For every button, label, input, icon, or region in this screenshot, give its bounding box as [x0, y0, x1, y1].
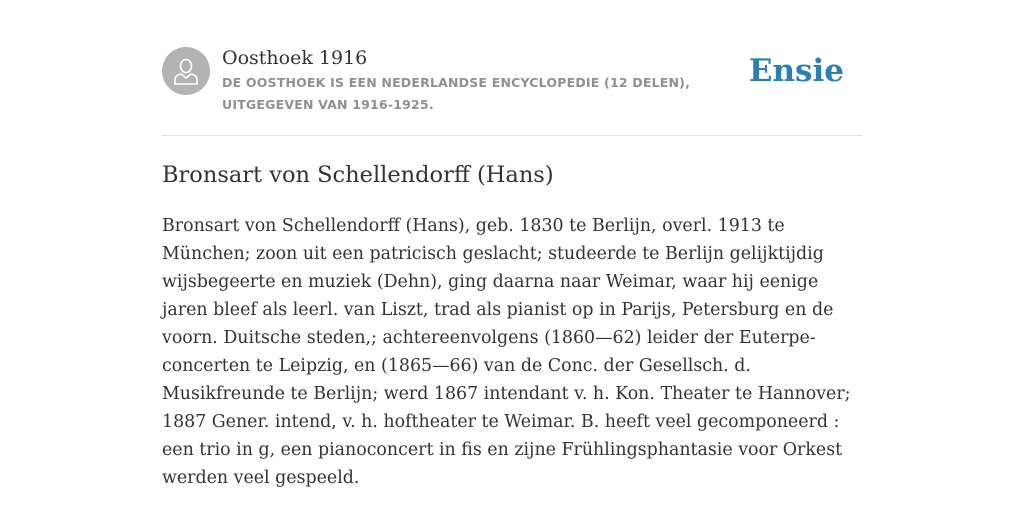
entry-body: Bronsart von Schellendorff (Hans), geb. 1830 te Berlijn, overl. 1913 te München; zoon uit een patricisch geslacht; studeerde te Berlijn gelijktijdig wijsbegeerte en muziek (Dehn), ging daarna naar Weimar, waar hij eenige jaren bleef als leerl. van Liszt, trad als pianist op in Parijs, Petersburg en de voorn. Duitsche steden,; achtereenvolgens (1860—62) leider der Euterpe-concerten te Leipzig, en (1865—66) van de Conc. der Gesellsch. d. Musikfreunde te Berlijn; werd 1867 intendant v. h. Kon. Theater te Hannover; 1887 Gener. intend, v. h. hoftheater te Weimar. B. heeft veel gecomponeerd : een trio in g, een pianoconcert in fis en zijne Frühlingsphantasie voor Orkest werden veel gespeeld. [162, 216, 851, 488]
ensie-logo[interactable]: Ensie [748, 53, 844, 89]
user-icon [173, 57, 199, 85]
author-description: DE OOSTHOEK IS EEN NEDERLANDSE ENCYCLOPEDIE (12 DELEN), UITGEGEVEN VAN 1916-1925. [222, 75, 691, 112]
divider [162, 135, 862, 136]
avatar[interactable] [162, 47, 210, 95]
page-title: Bronsart von Schellendorff (Hans) [162, 162, 554, 188]
author-header [162, 46, 862, 136]
author-name[interactable]: Oosthoek 1916 [222, 47, 368, 69]
